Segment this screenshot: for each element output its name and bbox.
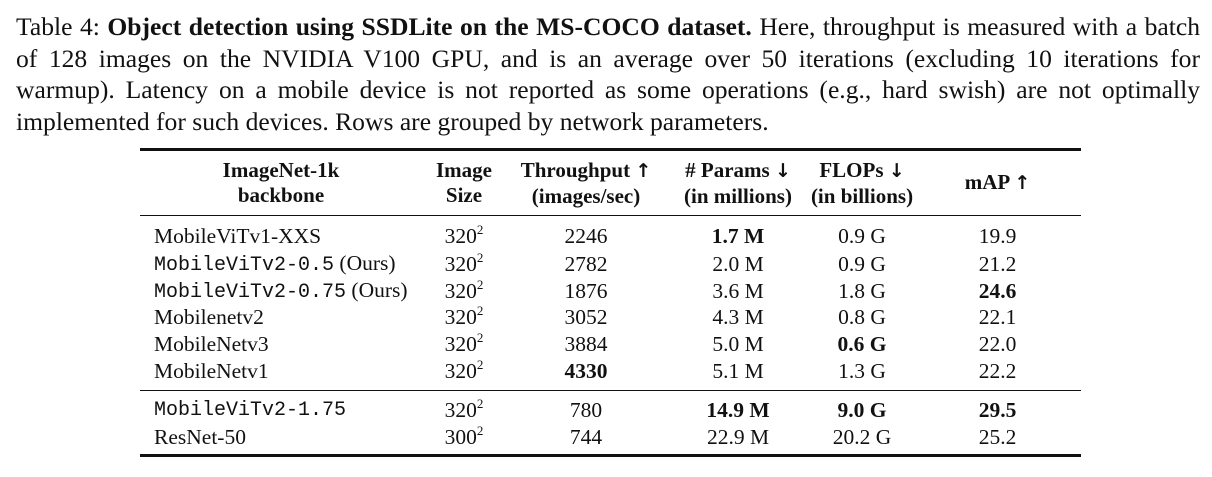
arrow-down-icon: ↓	[774, 159, 791, 182]
cell-flops: 9.0 G	[837, 398, 887, 423]
cell-flops: 0.6 G	[837, 332, 887, 357]
cell-backbone	[140, 250, 422, 279]
results-table	[140, 148, 1081, 457]
header-flops: FLOPs ↓ (in billions)	[810, 157, 914, 208]
caption-text: Here, throughput is measured with a batch of 128 images on the NVIDIA V100 GPU, and is an average over 50 iterations (excluding 10 iterations for warmup). Latency on a mobile device is not reported as some operations (e.g., hard swish) are not optimally implemented for such devices. Rows are grouped by network parameters.	[16, 12, 1201, 136]
cell-flops: 0.9 G	[838, 224, 886, 249]
backbone-name: MobileViTv2-0.75	[154, 281, 347, 305]
arrow-down-icon: ↓	[888, 159, 905, 182]
cell-backbone	[140, 304, 422, 331]
cell-backbone	[140, 277, 422, 306]
caption-title: Object detection using SSDLite on the MS-COCO dataset.	[107, 12, 752, 41]
cell-map: 22.2	[978, 359, 1017, 384]
table-row	[140, 250, 1081, 277]
cell-throughput: 4330	[564, 359, 608, 384]
cell-params: 2.0 M	[712, 252, 764, 277]
cell-backbone	[140, 331, 422, 358]
ours-tag: (Ours)	[334, 251, 396, 276]
row-group-small	[140, 216, 1081, 390]
cell-params: 14.9 M	[706, 398, 770, 423]
group1-rows	[140, 223, 1081, 385]
table-caption	[16, 11, 1200, 137]
cell-backbone	[140, 223, 422, 250]
size-exponent: 2	[476, 330, 484, 346]
header-map: mAP ↑	[964, 170, 1031, 194]
backbone-name: MobileViTv2-1.75	[154, 399, 347, 423]
table-row	[140, 424, 1081, 451]
cell-image-size: $320^2$	[444, 357, 484, 384]
cell-backbone	[140, 358, 422, 385]
table-row	[140, 397, 1081, 424]
table-row	[140, 223, 1081, 250]
cell-throughput: 2246	[564, 224, 608, 249]
cell-params: 5.0 M	[712, 332, 764, 357]
cell-backbone	[140, 424, 422, 451]
arrow-up-icon: ↑	[1014, 172, 1031, 194]
cell-flops: 1.8 G	[838, 279, 886, 304]
table-row	[140, 304, 1081, 331]
backbone-name: ResNet-50	[154, 425, 246, 450]
arrow-up-icon: ↑	[635, 159, 652, 182]
header-backbone: ImageNet-1k backbone	[222, 158, 340, 207]
cell-params: 4.3 M	[712, 305, 764, 330]
bottom-rule	[140, 454, 1081, 457]
cell-map: 22.0	[978, 332, 1017, 357]
backbone-name: MobileNetv1	[154, 359, 269, 384]
cell-image-size: $320^2$	[444, 250, 484, 277]
header-throughput: Throughput ↑ (images/sec)	[520, 157, 652, 208]
cell-params: 22.9 M	[706, 425, 770, 450]
backbone-name: Mobilenetv2	[154, 305, 264, 330]
cell-flops: 0.8 G	[838, 305, 886, 330]
cell-image-size: $320^2$	[444, 396, 484, 423]
cell-map: 19.9	[978, 224, 1017, 249]
cell-params: 3.6 M	[712, 279, 764, 304]
cell-image-size: $300^2$	[444, 423, 484, 450]
cell-map: 21.2	[978, 252, 1017, 277]
cell-throughput: 3052	[564, 305, 608, 330]
size-exponent: 2	[476, 250, 484, 266]
size-exponent: 2	[476, 396, 484, 412]
cell-flops: 20.2 G	[832, 425, 892, 450]
table-row	[140, 331, 1081, 358]
cell-map: 22.1	[978, 305, 1017, 330]
cell-throughput: 2782	[564, 252, 608, 277]
cell-image-size: $320^2$	[444, 330, 484, 357]
cell-params: 1.7 M	[711, 224, 765, 249]
cell-flops: 0.9 G	[838, 252, 886, 277]
header-image-size: Image Size	[436, 158, 492, 207]
backbone-name: MobileViTv2-0.5	[154, 254, 335, 278]
size-exponent: 2	[476, 357, 484, 373]
cell-map: 29.5	[978, 398, 1017, 423]
caption-label: Table 4:	[16, 12, 100, 41]
ours-tag: (Ours)	[346, 278, 408, 303]
backbone-name: MobileNetv3	[154, 332, 269, 357]
cell-flops: 1.3 G	[838, 359, 886, 384]
cell-throughput: 780	[569, 398, 603, 423]
size-exponent: 2	[476, 303, 484, 319]
cell-backbone	[140, 397, 422, 424]
size-exponent: 2	[476, 423, 484, 439]
header-params: # Params ↓ (in millions)	[684, 157, 792, 208]
table-row	[140, 358, 1081, 385]
table-row	[140, 277, 1081, 304]
size-exponent: 2	[476, 277, 484, 293]
row-group-large	[140, 391, 1081, 454]
cell-image-size: $320^2$	[444, 222, 484, 249]
cell-throughput: 744	[569, 425, 603, 450]
cell-map: 24.6	[978, 279, 1017, 304]
size-exponent: 2	[476, 222, 484, 238]
group2-rows	[140, 397, 1081, 451]
cell-map: 25.2	[978, 425, 1017, 450]
table-header	[140, 151, 1081, 215]
cell-params: 5.1 M	[712, 359, 764, 384]
backbone-name: MobileViTv1-XXS	[154, 224, 322, 249]
cell-image-size: $320^2$	[444, 303, 484, 330]
cell-throughput: 1876	[564, 279, 608, 304]
cell-throughput: 3884	[564, 332, 608, 357]
cell-image-size: $320^2$	[444, 277, 484, 304]
